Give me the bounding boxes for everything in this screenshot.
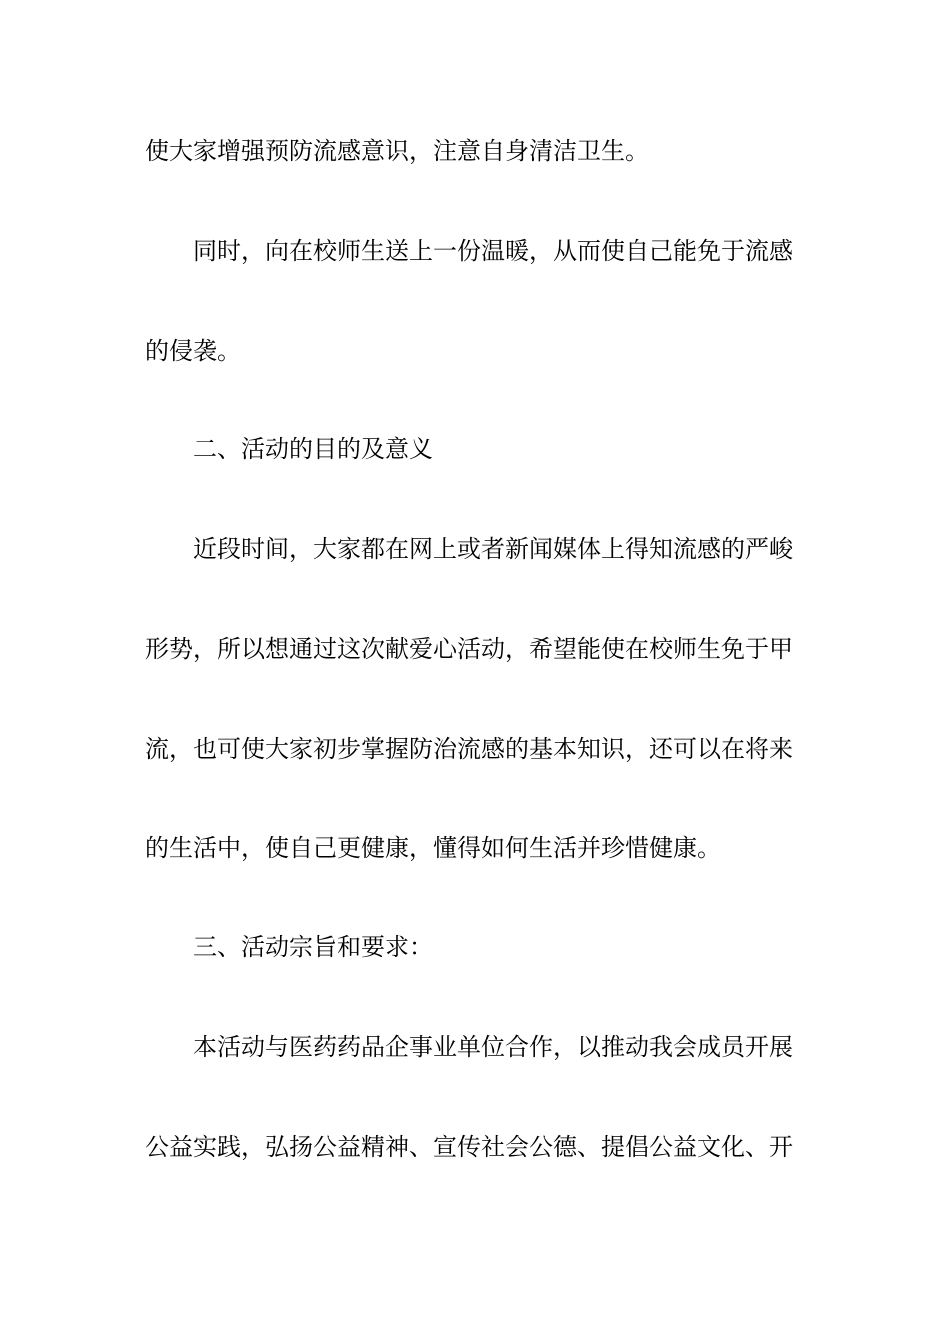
paragraph-line: 公益实践，弘扬公益精神、宣传社会公德、提倡公益文化、开: [145, 1133, 793, 1161]
paragraph-line: 本活动与医药药品企事业单位合作，以推动我会成员开展: [193, 1033, 793, 1061]
paragraph-line: 同时，向在校师生送上一份温暖，从而使自己能免于流感: [193, 237, 793, 265]
paragraph-line: 的生活中，使自己更健康，懂得如何生活并珍惜健康。: [145, 834, 721, 862]
paragraph-line: 近段时间，大家都在网上或者新闻媒体上得知流感的严峻: [193, 535, 793, 563]
section-heading: 三、活动宗旨和要求：: [193, 933, 433, 961]
paragraph-line: 使大家增强预防流感意识，注意自身清洁卫生。: [145, 137, 649, 165]
paragraph-line: 形势，所以想通过这次献爱心活动，希望能使在校师生免于甲: [145, 635, 793, 663]
section-heading: 二、活动的目的及意义: [193, 435, 433, 463]
paragraph-line: 的侵袭。: [145, 337, 241, 365]
paragraph-line: 流，也可使大家初步掌握防治流感的基本知识，还可以在将来: [145, 735, 793, 763]
